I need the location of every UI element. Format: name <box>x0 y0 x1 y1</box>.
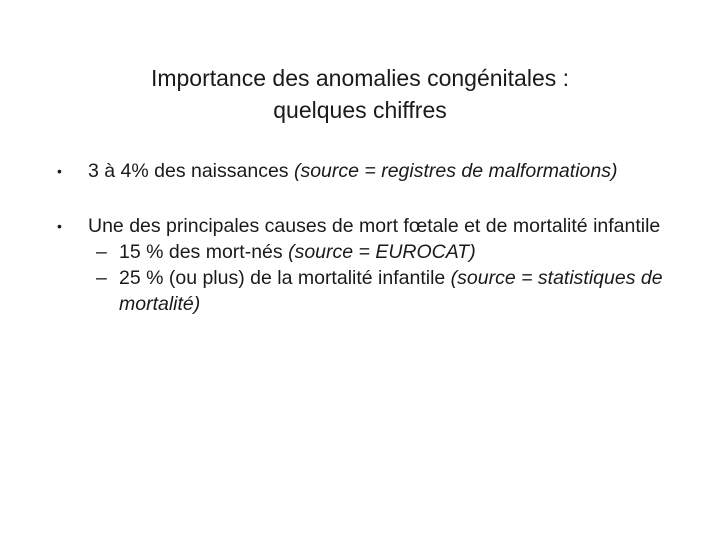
dash-marker: – <box>96 267 107 289</box>
slide-title-line-1: Importance des anomalies congénitales : <box>150 65 570 91</box>
sub-item-source: (source = EUROCAT) <box>288 241 476 263</box>
sub-item-infant-mortality <box>57 265 667 317</box>
sub-item-source: (source = statistiques de mortalité) <box>119 267 663 315</box>
slide-title-line-2: quelques chiffres <box>273 97 447 123</box>
sub-item-text: 25 % (ou plus) de la mortalité infantile <box>119 267 451 289</box>
slide-title <box>0 62 720 126</box>
bullet-text: Une des principales causes de mort fœtale et de mortalité infantile <box>88 215 661 237</box>
bullet-text: 3 à 4% des naissances <box>88 160 294 182</box>
bullet-source: (source = registres de malformations) <box>293 160 618 182</box>
dash-marker: – <box>96 241 107 263</box>
sub-item-text: 15 % des mort-nés <box>119 241 289 263</box>
bullet-item-causes <box>57 213 667 317</box>
bullet-marker: • <box>57 218 62 234</box>
bullet-marker: • <box>57 163 62 179</box>
slide-body <box>57 158 667 317</box>
sub-item-stillbirths <box>57 239 667 265</box>
bullet-item-births <box>57 158 667 184</box>
